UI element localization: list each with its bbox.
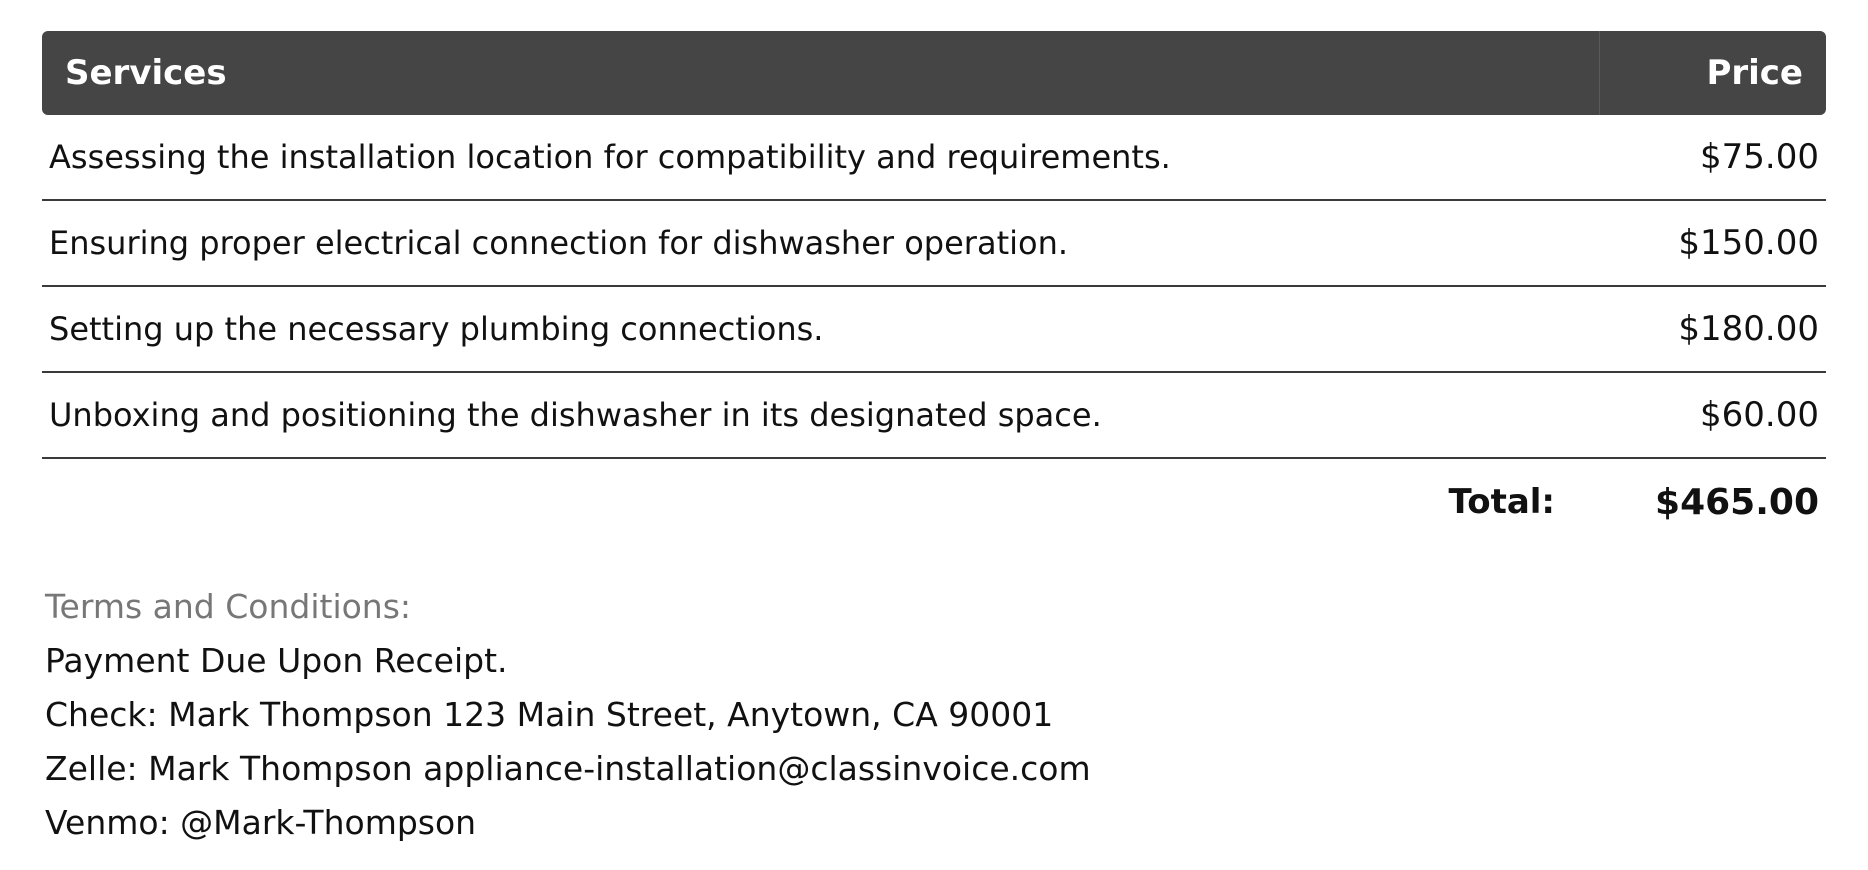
terms-and-conditions <box>45 580 1091 850</box>
services-column-header: Services <box>65 53 227 93</box>
total-value: $465.00 <box>1655 481 1819 523</box>
invoice-services-table <box>42 31 1826 545</box>
service-description: Ensuring proper electrical connection for dishwasher operation. <box>49 224 1069 262</box>
terms-heading: Terms and Conditions: <box>45 587 412 626</box>
price-column-header: Price <box>1599 31 1826 115</box>
service-description: Assessing the installation location for compatibility and requirements. <box>49 138 1171 176</box>
service-price: $180.00 <box>1678 309 1819 349</box>
service-price: $150.00 <box>1678 223 1819 263</box>
table-row <box>42 373 1826 459</box>
terms-line-check: Check: Mark Thompson 123 Main Street, Anytown, CA 90001 <box>45 695 1054 734</box>
terms-line-payment: Payment Due Upon Receipt. <box>45 641 508 680</box>
table-row <box>42 115 1826 201</box>
table-row <box>42 287 1826 373</box>
total-row <box>42 459 1826 545</box>
terms-line-venmo: Venmo: @Mark-Thompson <box>45 803 477 842</box>
table-header <box>42 31 1826 115</box>
total-label: Total: <box>1448 482 1556 522</box>
terms-line-zelle: Zelle: Mark Thompson appliance-installation@classinvoice.com <box>45 749 1091 788</box>
service-description: Unboxing and positioning the dishwasher in its designated space. <box>49 396 1102 434</box>
table-row <box>42 201 1826 287</box>
service-price: $60.00 <box>1700 395 1819 435</box>
service-description: Setting up the necessary plumbing connections. <box>49 310 824 348</box>
service-price: $75.00 <box>1700 137 1819 177</box>
